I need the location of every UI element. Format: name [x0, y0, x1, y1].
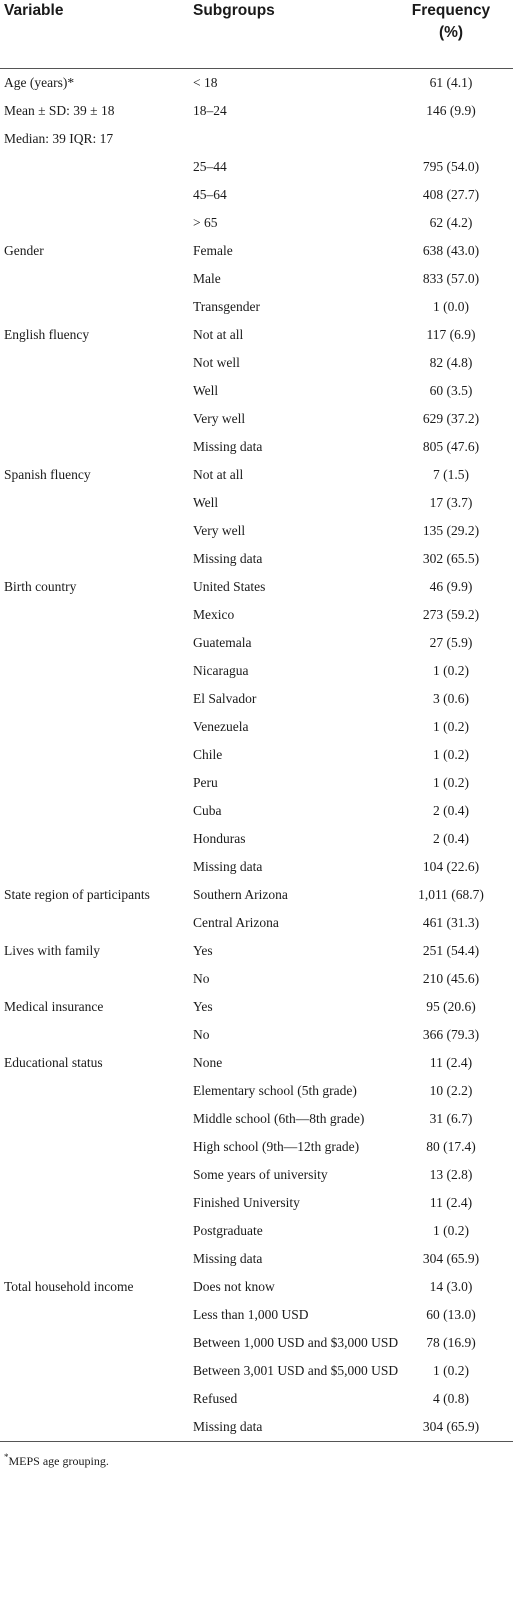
variable-cell	[0, 1301, 193, 1329]
frequency-cell: 11 (2.4)	[429, 1195, 473, 1210]
frequency-cell: 1 (0.2)	[433, 775, 469, 790]
frequency-cell: 78 (16.9)	[426, 1335, 476, 1350]
table-row	[0, 1413, 513, 1442]
table-row	[0, 181, 513, 209]
subgroup-cell: Well	[193, 495, 219, 510]
variable-cell	[0, 797, 193, 825]
table-row	[0, 1105, 513, 1133]
frequency-cell: 80 (17.4)	[426, 1139, 476, 1154]
frequency-cell: 10 (2.2)	[429, 1083, 473, 1098]
frequency-cell: 273 (59.2)	[422, 607, 480, 622]
variable-cell	[0, 1161, 193, 1189]
subgroup-cell: 45–64	[193, 187, 227, 202]
header-row	[0, 0, 513, 69]
table-row	[0, 685, 513, 713]
table-row	[0, 629, 513, 657]
subgroup-cell: Female	[193, 243, 233, 258]
table-row	[0, 769, 513, 797]
variable-cell: Age (years)*	[4, 75, 75, 90]
subgroup-cell: Nicaragua	[193, 663, 249, 678]
subgroup-cell: Guatemala	[193, 635, 252, 650]
variable-cell: Spanish fluency	[4, 467, 91, 482]
table-row	[0, 1385, 513, 1413]
subgroup-cell: > 65	[193, 215, 218, 230]
frequency-cell: 46 (9.9)	[429, 579, 473, 594]
subgroup-cell: Peru	[193, 775, 218, 790]
table-row	[0, 601, 513, 629]
table-row	[0, 293, 513, 321]
table-row	[0, 741, 513, 769]
table-row	[0, 209, 513, 237]
variable-cell	[0, 433, 193, 461]
subgroup-cell: Finished University	[193, 1195, 300, 1210]
table-row	[0, 377, 513, 405]
variable-cell	[0, 1413, 193, 1442]
subgroup-cell: < 18	[193, 75, 218, 90]
subgroup-cell: Elementary school (5th grade)	[193, 1083, 357, 1098]
subgroup-cell: 18–24	[193, 103, 227, 118]
table-row	[0, 1329, 513, 1357]
subgroup-cell: Not at all	[193, 467, 244, 482]
variable-cell	[0, 1385, 193, 1413]
frequency-cell: 27 (5.9)	[429, 635, 473, 650]
table-header	[0, 0, 513, 69]
subgroup-cell: Does not know	[193, 1279, 275, 1294]
frequency-cell: 638 (43.0)	[422, 243, 480, 258]
table-row	[0, 1049, 513, 1077]
variable-cell	[0, 1105, 193, 1133]
header-subgroups: Subgroups	[193, 2, 275, 19]
frequency-cell: 2 (0.4)	[433, 831, 469, 846]
subgroup-cell: Between 3,001 USD and $5,000 USD	[193, 1363, 399, 1378]
footnote-text: MEPS age grouping.	[8, 1454, 109, 1468]
header-frequency: Frequency (%)	[411, 2, 491, 41]
frequency-cell: 7 (1.5)	[433, 467, 469, 482]
variable-cell: Birth country	[4, 579, 77, 594]
subgroup-cell: El Salvador	[193, 691, 257, 706]
table-row	[0, 237, 513, 265]
table-row	[0, 321, 513, 349]
variable-cell	[0, 825, 193, 853]
variable-cell	[0, 181, 193, 209]
subgroup-cell: Chile	[193, 747, 223, 762]
variable-cell	[0, 657, 193, 685]
table-row	[0, 657, 513, 685]
variable-cell	[0, 1189, 193, 1217]
variable-cell: Median: 39 IQR: 17	[4, 131, 114, 146]
footnote-marker: *	[4, 1452, 9, 1462]
variable-cell	[0, 601, 193, 629]
table-row	[0, 881, 513, 909]
variable-cell	[0, 1133, 193, 1161]
table-row	[0, 545, 513, 573]
frequency-cell: 82 (4.8)	[429, 355, 473, 370]
table-row	[0, 909, 513, 937]
table-row	[0, 1021, 513, 1049]
table-row	[0, 97, 513, 125]
subgroup-cell: Venezuela	[193, 719, 249, 734]
frequency-cell: 2 (0.4)	[433, 803, 469, 818]
frequency-cell: 1 (0.2)	[433, 1223, 469, 1238]
subgroup-cell: Male	[193, 271, 221, 286]
variable-cell	[0, 909, 193, 937]
subgroup-cell: Cuba	[193, 803, 222, 818]
frequency-cell: 1 (0.2)	[433, 1363, 469, 1378]
variable-cell	[0, 489, 193, 517]
table-row	[0, 153, 513, 181]
table-row	[0, 1357, 513, 1385]
variable-cell	[0, 517, 193, 545]
frequency-cell: 95 (20.6)	[426, 999, 476, 1014]
table-row	[0, 797, 513, 825]
frequency-cell: 14 (3.0)	[429, 1279, 473, 1294]
variable-cell	[0, 545, 193, 573]
frequency-cell: 61 (4.1)	[429, 75, 473, 90]
subgroup-cell: Postgraduate	[193, 1223, 263, 1238]
frequency-cell: 833 (57.0)	[422, 271, 480, 286]
subgroup-cell: Well	[193, 383, 219, 398]
table-row	[0, 993, 513, 1021]
frequency-cell: 210 (45.6)	[422, 971, 480, 986]
frequency-cell: 3 (0.6)	[433, 691, 469, 706]
variable-cell: Lives with family	[4, 943, 100, 958]
frequency-cell: 251 (54.4)	[422, 943, 480, 958]
subgroup-cell: Mexico	[193, 607, 235, 622]
subgroup-cell: Missing data	[193, 1251, 263, 1266]
frequency-cell: 60 (13.0)	[426, 1307, 476, 1322]
footnote	[0, 1454, 522, 1469]
subgroup-cell: Missing data	[193, 551, 263, 566]
variable-cell	[0, 265, 193, 293]
subgroup-cell: Very well	[193, 523, 246, 538]
frequency-cell: 795 (54.0)	[422, 159, 480, 174]
variable-cell: Mean ± SD: 39 ± 18	[4, 103, 115, 118]
frequency-cell: 17 (3.7)	[429, 495, 473, 510]
subgroup-cell: No	[193, 1027, 210, 1042]
subgroup-cell: Missing data	[193, 1419, 263, 1434]
variable-cell: Gender	[4, 243, 44, 258]
table-row	[0, 349, 513, 377]
subgroup-cell: Middle school (6th—8th grade)	[193, 1111, 365, 1126]
variable-cell	[0, 629, 193, 657]
table-row	[0, 517, 513, 545]
variable-cell	[0, 209, 193, 237]
variable-cell	[0, 965, 193, 993]
variable-cell	[0, 1357, 193, 1385]
table-row	[0, 1077, 513, 1105]
frequency-cell: 304 (65.9)	[422, 1419, 480, 1434]
variable-cell: State region of participants	[4, 887, 150, 902]
frequency-cell: 461 (31.3)	[422, 915, 480, 930]
subgroup-cell: No	[193, 971, 210, 986]
subgroup-cell: Not well	[193, 355, 240, 370]
frequency-cell	[403, 125, 513, 153]
frequency-cell: 4 (0.8)	[433, 1391, 469, 1406]
frequency-cell: 13 (2.8)	[429, 1167, 473, 1182]
variable-cell	[0, 349, 193, 377]
variable-cell	[0, 1329, 193, 1357]
subgroup-cell: Central Arizona	[193, 915, 279, 930]
subgroup-cell: Transgender	[193, 299, 260, 314]
frequency-cell: 1 (0.2)	[433, 719, 469, 734]
frequency-cell: 1 (0.2)	[433, 663, 469, 678]
table-body	[0, 69, 513, 1442]
frequency-cell: 62 (4.2)	[429, 215, 473, 230]
frequency-cell: 117 (6.9)	[426, 327, 476, 342]
variable-cell	[0, 1245, 193, 1273]
subgroup-cell: Between 1,000 USD and $3,000 USD	[193, 1335, 399, 1350]
variable-cell	[0, 293, 193, 321]
variable-cell	[0, 1021, 193, 1049]
frequency-cell: 805 (47.6)	[422, 439, 480, 454]
frequency-cell: 1 (0.0)	[433, 299, 469, 314]
table-row	[0, 1217, 513, 1245]
header-variable: Variable	[4, 2, 64, 19]
frequency-cell: 60 (3.5)	[429, 383, 473, 398]
table-row	[0, 965, 513, 993]
frequency-cell: 146 (9.9)	[426, 103, 476, 118]
table-row	[0, 853, 513, 881]
table-row	[0, 1273, 513, 1301]
table-row	[0, 1301, 513, 1329]
subgroup-cell: Missing data	[193, 859, 263, 874]
variable-cell	[0, 405, 193, 433]
subgroup-cell: Yes	[193, 943, 213, 958]
frequency-cell: 1 (0.2)	[433, 747, 469, 762]
variable-cell	[0, 769, 193, 797]
table-row	[0, 265, 513, 293]
subgroup-cell: United States	[193, 579, 266, 594]
frequency-cell: 1,011 (68.7)	[418, 887, 484, 902]
variable-cell: Educational status	[4, 1055, 103, 1070]
subgroup-cell: High school (9th—12th grade)	[193, 1139, 360, 1154]
frequency-cell: 135 (29.2)	[422, 523, 480, 538]
frequency-cell: 31 (6.7)	[429, 1111, 473, 1126]
variable-cell: Total household income	[4, 1279, 134, 1294]
table-row	[0, 1161, 513, 1189]
subgroup-cell: Less than 1,000 USD	[193, 1307, 309, 1322]
table-row	[0, 69, 513, 98]
table-row	[0, 825, 513, 853]
table-row	[0, 461, 513, 489]
frequency-cell: 104 (22.6)	[422, 859, 480, 874]
subgroup-cell: Yes	[193, 999, 213, 1014]
frequency-cell: 11 (2.4)	[429, 1055, 473, 1070]
table-row	[0, 1189, 513, 1217]
variable-cell	[0, 713, 193, 741]
subgroup-cell: 25–44	[193, 159, 227, 174]
table-row	[0, 433, 513, 461]
table-row	[0, 713, 513, 741]
subgroup-cell: Honduras	[193, 831, 246, 846]
variable-cell	[0, 377, 193, 405]
subgroup-cell: None	[193, 1055, 223, 1070]
variable-cell: English fluency	[4, 327, 90, 342]
frequency-cell: 408 (27.7)	[422, 187, 480, 202]
subgroup-cell: Very well	[193, 411, 246, 426]
variable-cell	[0, 741, 193, 769]
frequency-cell: 366 (79.3)	[422, 1027, 480, 1042]
table-row	[0, 937, 513, 965]
variable-cell: Medical insurance	[4, 999, 104, 1014]
table-row	[0, 1245, 513, 1273]
table-row	[0, 125, 513, 153]
subgroup-cell: Refused	[193, 1391, 238, 1406]
variable-cell	[0, 153, 193, 181]
variable-cell	[0, 853, 193, 881]
variable-cell	[0, 1077, 193, 1105]
subgroup-cell: Some years of university	[193, 1167, 328, 1182]
table-row	[0, 489, 513, 517]
table-row	[0, 573, 513, 601]
subgroup-cell: Missing data	[193, 439, 263, 454]
frequency-cell: 304 (65.9)	[422, 1251, 480, 1266]
variable-cell	[0, 1217, 193, 1245]
frequency-cell: 629 (37.2)	[422, 411, 480, 426]
variable-cell	[0, 685, 193, 713]
table-row	[0, 1133, 513, 1161]
subgroup-cell: Southern Arizona	[193, 887, 288, 902]
subgroup-cell: Not at all	[193, 327, 244, 342]
frequency-cell: 302 (65.5)	[422, 551, 480, 566]
table-row	[0, 405, 513, 433]
subgroup-cell	[193, 125, 403, 153]
